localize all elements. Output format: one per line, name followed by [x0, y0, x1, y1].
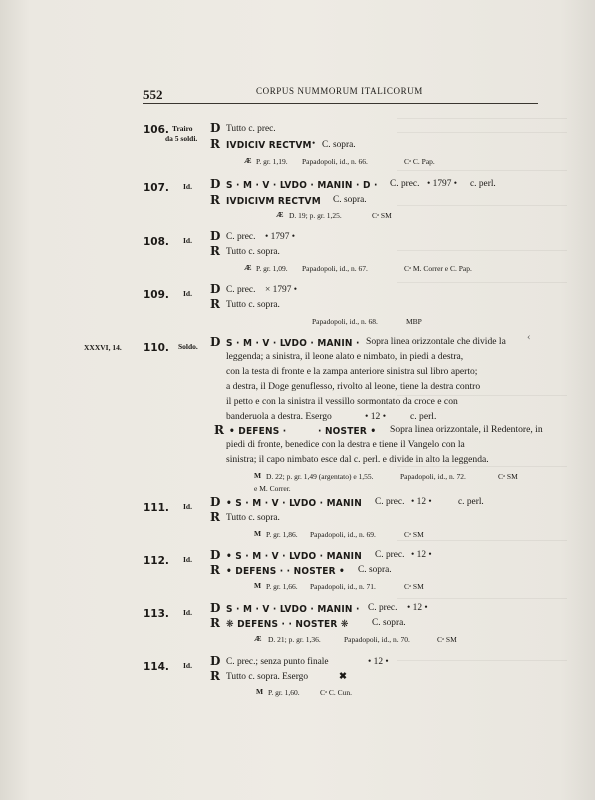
obverse-text-line: leggenda; a sinistra, il leone alato e nimbato, in piedi a destra,: [226, 351, 464, 362]
obverse-symbol: D: [210, 335, 221, 349]
obverse-symbol: D: [210, 229, 221, 243]
entry-number: 114.: [143, 661, 169, 673]
metal: M: [254, 471, 262, 480]
obverse-legend: S · M · V · LVDO · MANIN ·: [226, 338, 360, 349]
weight: P. gr. 1,86.: [266, 530, 298, 539]
collection: Cᵃ M. Correr e C. Pap.: [404, 264, 472, 273]
obverse-symbol: D: [210, 495, 221, 509]
entry-number: 106.: [143, 124, 169, 136]
obverse-symbol: D: [210, 548, 221, 562]
publication: Papadopoli, id., n. 69.: [310, 530, 376, 539]
reverse-symbol: R: [210, 137, 220, 151]
denomination: Id.: [183, 502, 192, 511]
denomination-line-2: da 5 soldi.: [165, 134, 198, 143]
denomination: Soldo.: [178, 342, 198, 351]
reverse-text-line: piedi di fronte, benedice con la destra e tiene il Vangelo con la: [226, 439, 465, 450]
collection: Cᵃ SM: [498, 472, 518, 481]
obverse-symbol: D: [210, 121, 221, 135]
entry-number: 110.: [143, 342, 169, 354]
weight: D. 21; p. gr. 1,36.: [268, 635, 321, 644]
obverse-symbol: D: [210, 654, 221, 668]
reverse-symbol: R: [214, 423, 224, 437]
obverse-tail: c. perl.: [470, 179, 496, 189]
metal: Æ: [276, 210, 284, 219]
publication: Papadopoli, id., n. 72.: [400, 472, 466, 481]
metal: M: [254, 581, 262, 590]
denomination: Id.: [183, 608, 192, 617]
obverse-symbol: D: [210, 177, 221, 191]
reverse-symbol: R: [210, 669, 220, 683]
reverse-text-line: sinistra; il capo nimbato esce dal c. perl. e divide in alto la leggenda.: [226, 454, 489, 465]
obverse-legend: • S · M · V · LVDO · MANIN: [226, 551, 362, 562]
reverse-description: Tutto c. sopra.: [226, 247, 280, 257]
weight: D. 22; p. gr. 1,49 (argentato) e 1,55.: [266, 472, 374, 481]
reverse-legend: ❋ DEFENS · · NOSTER ❋: [226, 619, 349, 630]
publication: Papadopoli, id., n. 70.: [344, 635, 410, 644]
entry-number: 107.: [143, 182, 169, 194]
obverse-legend: • S · M · V · LVDO · MANIN: [226, 498, 362, 509]
reverse-symbol: R: [210, 510, 220, 524]
reverse-description: Tutto c. sopra.: [226, 300, 280, 310]
collection: Cᵃ SM: [372, 211, 392, 220]
page-number: 552: [143, 87, 163, 102]
weight: P. gr. 1,09.: [256, 264, 288, 273]
publication: Papadopoli, id., n. 66.: [302, 157, 368, 166]
obverse-description: C. prec.: [226, 285, 256, 295]
plate-reference: XXXVI, 14.: [84, 343, 122, 352]
collection: Cᵃ C. Cun.: [320, 688, 353, 697]
reverse-description: C. sopra.: [333, 195, 367, 205]
obverse-tail: c. perl.: [458, 497, 484, 507]
publication: Papadopoli, id., n. 71.: [310, 582, 376, 591]
weight: P. gr. 1,66.: [266, 582, 298, 591]
reverse-symbol: R: [210, 563, 220, 577]
obverse-legend: S · M · V · LVDO · MANIN · D ·: [226, 180, 378, 191]
obverse-symbol: D: [210, 601, 221, 615]
entry-number: 109.: [143, 289, 169, 301]
reverse-legend: • DEFENS · · NOSTER •: [226, 566, 345, 577]
weight: D. 19; p. gr. 1,25.: [289, 211, 342, 220]
obverse-extra: • 12 •: [407, 603, 428, 613]
entry-number: 111.: [143, 502, 169, 514]
reverse-description: C. sopra.: [322, 140, 356, 150]
collection: Cᵃ SM: [404, 530, 424, 539]
collection: Cᵃ C. Pap.: [404, 157, 435, 166]
reverse-description: Tutto c. sopra. Esergo: [226, 672, 309, 682]
obverse-description: C. prec.: [390, 179, 420, 189]
collection-continued: e M. Correr.: [254, 484, 291, 493]
entry-number: 112.: [143, 555, 169, 567]
reverse-symbol: R: [210, 193, 220, 207]
metal: Æ: [254, 634, 262, 643]
reverse-separator: •: [312, 139, 316, 149]
metal: M: [256, 687, 264, 696]
reverse-legend-left: • DEFENS ·: [229, 426, 287, 437]
obverse-description: C. prec.; senza punto finale: [226, 657, 329, 667]
reverse-description: C. sopra.: [372, 618, 406, 628]
reverse-legend: IVDICIVM RECTVM: [226, 196, 321, 207]
publication: Papadopoli, id., n. 68.: [312, 317, 378, 326]
exergue-value: • 12 •: [365, 411, 387, 422]
reverse-description: Tutto c. sopra.: [226, 513, 280, 523]
denomination: Id.: [183, 182, 192, 191]
obverse-description: C. prec.: [368, 603, 398, 613]
obverse-description: C. prec.: [375, 497, 405, 507]
weight: P. gr. 1,60.: [268, 688, 300, 697]
exergue-symbol: ✖: [339, 672, 347, 682]
obverse-extra: • 12 •: [411, 550, 432, 560]
obverse-extra: • 12 •: [368, 657, 389, 667]
obverse-extra: × 1797 •: [265, 285, 298, 295]
collection: MBP: [406, 317, 422, 326]
obverse-description: C. prec.: [375, 550, 405, 560]
metal: Æ: [244, 263, 252, 272]
margin-tick: ‹: [527, 333, 531, 343]
header-rule: [143, 103, 538, 104]
reverse-description: C. sopra.: [358, 565, 392, 575]
obverse-extra: • 12 •: [411, 497, 432, 507]
obverse-legend: S · M · V · LVDO · MANIN ·: [226, 604, 360, 615]
obverse-tail: c. perl.: [410, 411, 437, 422]
metal: Æ: [244, 156, 252, 165]
denomination: Id.: [183, 289, 192, 298]
collection: Cᵃ SM: [404, 582, 424, 591]
reverse-symbol: R: [210, 244, 220, 258]
obverse-extra: • 1797 •: [265, 232, 296, 242]
obverse-symbol: D: [210, 282, 221, 296]
obverse-text-line: con la testa di fronte e la zampa anteriore sinistra sul libro aperto;: [226, 366, 478, 377]
denomination: Trairo: [172, 124, 193, 133]
denomination: Id.: [183, 555, 192, 564]
denomination: Id.: [183, 661, 192, 670]
reverse-legend-right: · NOSTER •: [318, 426, 377, 437]
obverse-text-line: banderuola a destra. Esergo: [226, 411, 332, 422]
reverse-symbol: R: [210, 616, 220, 630]
weight: P. gr. 1,19.: [256, 157, 288, 166]
obverse-text-line: il petto e con la sinistra il vessillo sormontato da croce e con: [226, 396, 458, 407]
obverse-text-line: a destra, il Doge genuflesso, rivolto al leone, tiene la destra contro: [226, 381, 481, 392]
obverse-description: Tutto c. prec.: [226, 124, 276, 134]
collection: Cᵃ SM: [437, 635, 457, 644]
reverse-symbol: R: [210, 297, 220, 311]
obverse-description: C. prec.: [226, 232, 256, 242]
metal: M: [254, 529, 262, 538]
entry-number: 108.: [143, 236, 169, 248]
obverse-extra: • 1797 •: [427, 179, 458, 189]
running-title: CORPUS NUMMORUM ITALICORUM: [256, 86, 423, 96]
obverse-text-line: Sopra linea orizzontale che divide la: [366, 336, 506, 347]
publication: Papadopoli, id., n. 67.: [302, 264, 368, 273]
reverse-text-line: Sopra linea orizzontale, il Redentore, in: [390, 424, 543, 435]
reverse-legend: IVDICIV RECTVM: [226, 140, 312, 151]
entry-number: 113.: [143, 608, 169, 620]
denomination: Id.: [183, 236, 192, 245]
